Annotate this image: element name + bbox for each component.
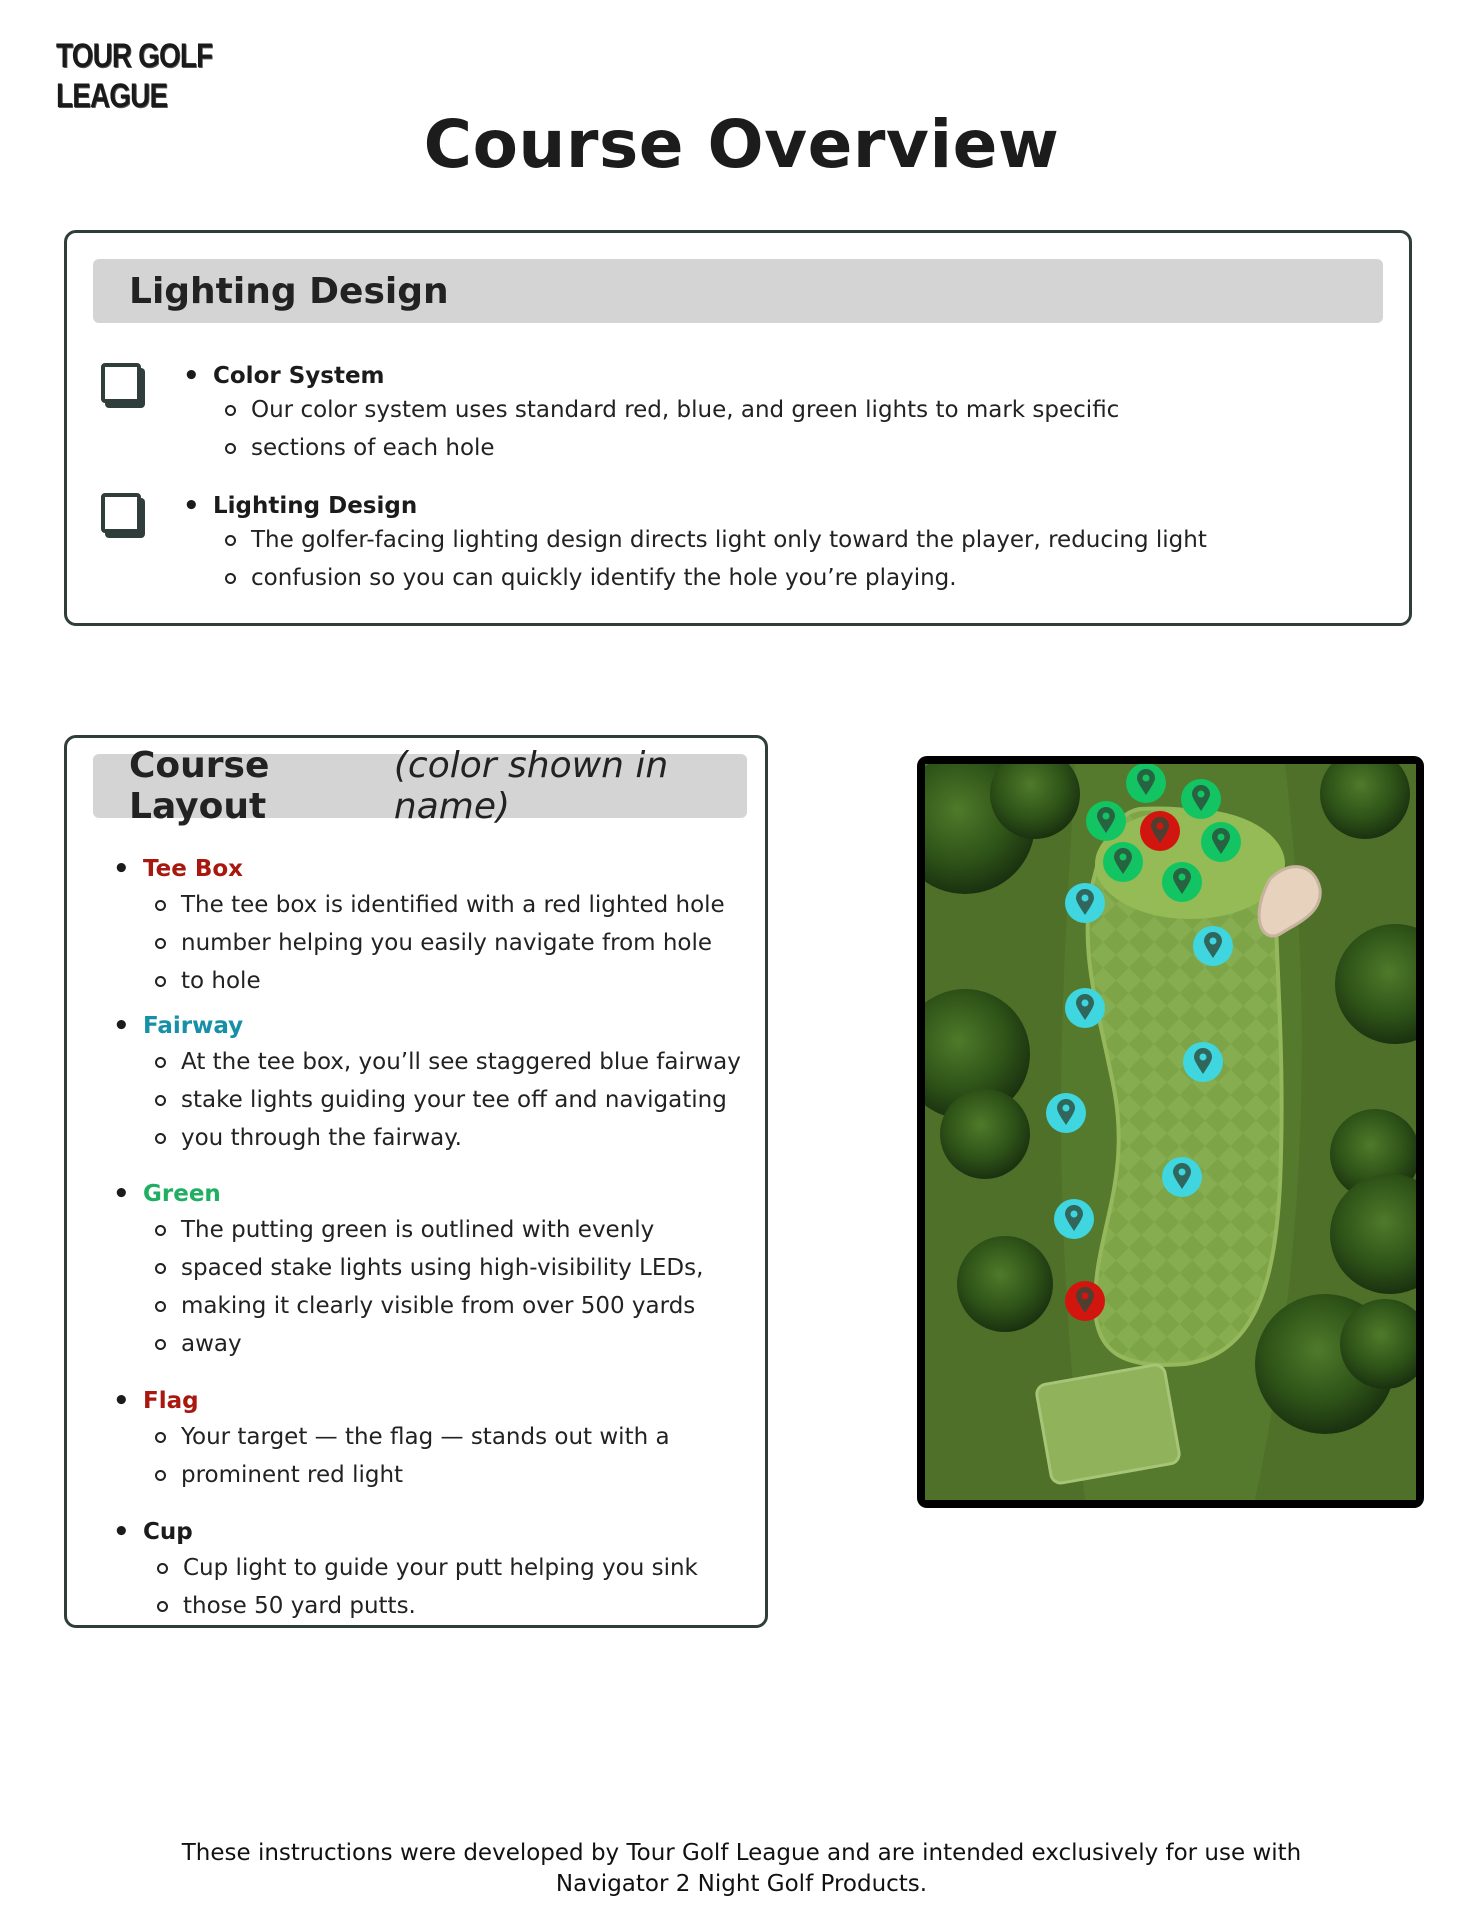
red-light-marker — [1140, 811, 1180, 851]
green-line-4: away — [181, 1325, 741, 1363]
tee-box-line-1: The tee box is identified with a red lighted hole — [181, 886, 741, 924]
blue-light-marker — [1183, 1042, 1223, 1082]
color-system-line-1: Our color system uses standard red, blue, and green lights to mark specific — [251, 391, 1119, 429]
color-system-line-2: sections of each hole — [251, 429, 495, 467]
green-light-marker — [1201, 822, 1241, 862]
blue-light-marker — [1162, 1157, 1202, 1197]
green-light-marker — [1162, 862, 1202, 902]
flag-title: • Flag — [143, 1388, 199, 1414]
green-title: • Green — [143, 1181, 221, 1207]
red-light-marker — [1065, 1281, 1105, 1321]
lighting-design-card — [64, 230, 1412, 626]
course-layout-header-note: (color shown in name) — [393, 745, 669, 827]
fairway-line-3: you through the fairway. — [181, 1119, 741, 1157]
green-line-3: making it clearly visible from over 500 yards — [181, 1287, 741, 1325]
logo-line-2: LEAGUE — [56, 77, 168, 115]
green-line-1: The putting green is outlined with evenly — [181, 1211, 741, 1249]
tee-box-title: • Tee Box — [143, 856, 243, 882]
golf-hole-map — [917, 756, 1424, 1508]
course-layout-header — [93, 745, 747, 827]
tour-golf-league-logo — [56, 36, 212, 116]
fairway-line-1: At the tee box, you’ll see staggered blue fairway — [181, 1043, 741, 1081]
green-line-2: spaced stake lights using high-visibility LEDs, — [181, 1249, 741, 1287]
footer-line-2: Navigator 2 Night Golf Products. — [555, 1871, 928, 1897]
blue-light-marker — [1046, 1093, 1086, 1133]
checkbox-lighting-design[interactable] — [101, 493, 141, 533]
blue-light-marker — [1193, 926, 1233, 966]
course-layout-card — [64, 735, 768, 1628]
page-title: Course Overview — [423, 106, 1060, 183]
fairway-line-2: stake lights guiding your tee off and navigating — [181, 1081, 741, 1119]
logo-line-1: TOUR GOLF — [56, 37, 213, 75]
cup-line-2: those 50 yard putts. — [183, 1587, 743, 1625]
checkbox-color-system[interactable] — [101, 363, 141, 403]
golf-hole-illustration — [925, 764, 1416, 1500]
color-system-title: • Color System — [213, 363, 385, 389]
cup-line-1: Cup light to guide your putt helping you sink — [183, 1549, 743, 1587]
flag-line-2: prominent red light — [181, 1456, 741, 1494]
fairway-title: • Fairway — [143, 1013, 243, 1039]
tee-box-area — [1035, 1363, 1180, 1484]
green-light-marker — [1086, 801, 1126, 841]
lighting-design-line-1: The golfer-facing lighting design directs light only toward the player, reducing light — [251, 521, 1207, 559]
tee-box-line-3: to hole — [181, 962, 741, 1000]
green-light-marker — [1126, 764, 1166, 803]
blue-light-marker — [1054, 1199, 1094, 1239]
footer-disclaimer — [0, 1838, 1483, 1900]
course-layout-header-title: Course Layout — [129, 745, 270, 827]
flag-line-1: Your target — the flag — stands out with a — [181, 1418, 741, 1456]
footer-line-1: These instructions were developed by Tour Golf League and are intended exclusively for use with — [181, 1840, 1302, 1866]
green-light-marker — [1181, 779, 1221, 819]
blue-light-marker — [1065, 988, 1105, 1028]
lighting-design-title: • Lighting Design — [213, 493, 417, 519]
tee-box-line-2: number helping you easily navigate from hole — [181, 924, 741, 962]
lighting-design-line-2: confusion so you can quickly identify the hole you’re playing. — [251, 559, 957, 597]
blue-light-marker — [1065, 883, 1105, 923]
cup-title: • Cup — [143, 1519, 193, 1545]
lighting-design-header: Lighting Design — [93, 259, 1383, 323]
green-light-marker — [1103, 842, 1143, 882]
